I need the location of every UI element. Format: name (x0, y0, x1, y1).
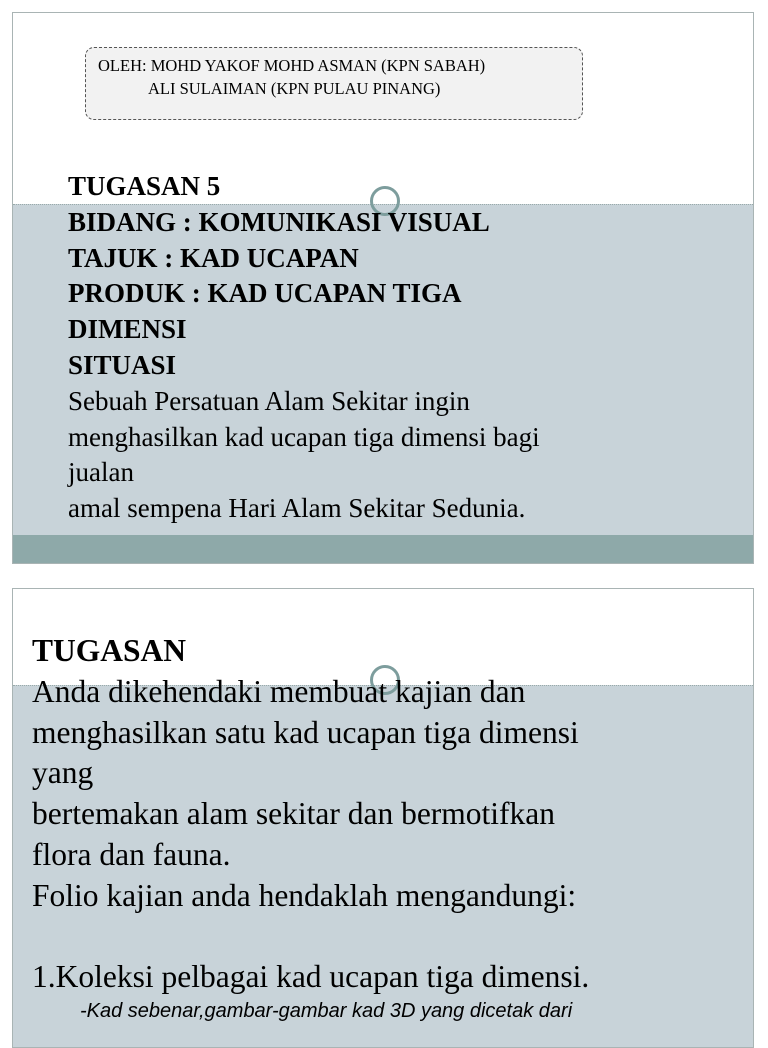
situation-heading: SITUASI (68, 349, 177, 380)
task-heading: TUGASAN (32, 633, 187, 668)
author-line: ALI SULAIMAN (KPN PULAU PINANG) (148, 79, 441, 98)
body-line: menghasilkan satu kad ucapan tiga dimensi (32, 714, 579, 750)
situation-line: menghasilkan kad ucapan tiga dimensi bagi (68, 421, 540, 452)
list-item: 1.Koleksi pelbagai kad ucapan tiga dimensi. (32, 959, 590, 995)
field-heading: BIDANG : KOMUNIKASI VISUAL (68, 206, 490, 237)
slide-1 (12, 12, 754, 564)
product-heading-cont: DIMENSI (68, 314, 187, 345)
body-line: Folio kajian anda hendaklah mengandungi: (32, 877, 577, 913)
slide-1-body (68, 169, 708, 527)
slide-footer-bar (13, 535, 753, 563)
blank-line (32, 917, 732, 958)
slide-2 (12, 588, 754, 1048)
product-heading: PRODUK : KAD UCAPAN TIGA (68, 278, 462, 309)
list-subtext: -Kad sebenar,gambar-gambar kad 3D yang dicetak dari (80, 1000, 573, 1023)
author-line: OLEH: MOHD YAKOF MOHD ASMAN (KPN SABAH) (98, 56, 486, 75)
slide-2-body (32, 631, 732, 1024)
body-line: flora dan fauna. (32, 836, 231, 872)
body-line: bertemakan alam sekitar dan bermotifkan (32, 796, 556, 832)
situation-line: jualan (68, 457, 134, 488)
topic-heading: TAJUK : KAD UCAPAN (68, 242, 359, 273)
body-line: Anda dikehendaki membuat kajian dan (32, 673, 526, 709)
author-box (85, 47, 583, 120)
body-line: yang (32, 755, 94, 791)
task-title: TUGASAN 5 (68, 171, 221, 201)
situation-line: amal sempena Hari Alam Sekitar Sedunia. (68, 493, 526, 524)
situation-line: Sebuah Persatuan Alam Sekitar ingin (68, 385, 470, 416)
